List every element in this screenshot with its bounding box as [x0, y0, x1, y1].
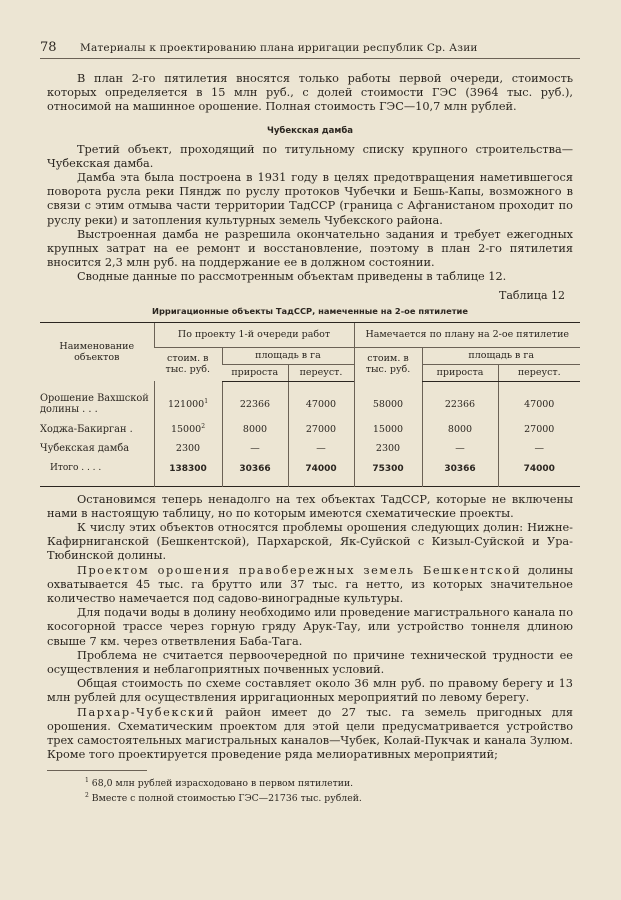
area-header-1: площадь в га — [222, 347, 354, 364]
body-paragraph: Проектом орошения правобережных земель Бешкентской долины охватывается 45 тыс. га брутто или 37 тыс. га нетто, из которых значительное количество намечается под садово-виноградные культуры. — [47, 563, 574, 606]
footnote-mark: 1 — [204, 398, 209, 406]
section-paragraph: Выстроенная дамба не разрешила окончательно задания и требует ежегодных крупных затрат на ее ремонт и восстановление, поэтому в план 2-го пятилетия вносится 2,3 млн руб. на поддержание ее в должном состоянии. — [47, 227, 573, 270]
total-reconstr-1: 74000 — [288, 458, 354, 487]
spaced-phrase: Пархар-Чубекский — [77, 705, 215, 719]
row-increase-2: — — [422, 439, 498, 458]
cost-header-1: стоим. в тыс. руб. — [154, 347, 222, 381]
increase-header-2: прироста — [422, 364, 498, 381]
col-objects-header: Наименование объектов — [40, 322, 154, 381]
body-paragraph: Для подачи воды в долину необходимо или проведение магистрального канала по косогорной трассе через горную гряду Арук-Тау, или устройство тоннеля длиною свыше 7 км. через ответвления Баба-Тага. — [47, 606, 574, 648]
page-body — [40, 72, 574, 805]
table-title: Ирригационные объекты ТадССР, намеченные на 2-ое пятилетие — [152, 305, 468, 316]
body-paragraph: Остановимся теперь ненадолго на тех объектах ТадССР, которые не включены нами в настоящую таблицу, но по которым имеются схематические проекты. — [47, 492, 573, 520]
table-total-row — [40, 458, 580, 487]
row-reconstr-1: 27000 — [288, 420, 354, 439]
cost-header-2: стоим. в тыс. руб. — [354, 347, 422, 381]
footnote-divider — [47, 770, 147, 771]
footnote: $^1$ 68,0 млн рублей израсходовано в первом пятилетии. — [85, 776, 354, 789]
body-paragraph: Пархар-Чубекский район имеет до 27 тыс. га земель пригодных для орошения. Схематическим проектом для этой цели предусматривается устройство трех самостоятельных магистральных каналов—Чубек, Колай-Пукчак и канала Зулюм. Кроме того проектируется проведение ряда мелиоративных мероприятий; — [47, 705, 573, 762]
increase-header-1: прироста — [222, 364, 288, 381]
section-paragraph: Третий объект, проходящий по титульному списку крупного строительства—Чубекская дамба. — [47, 142, 573, 170]
footnote: $^2$ Вместе с полной стоимостью ГЭС—21736 тыс. рублей. — [85, 791, 362, 804]
section-paragraph: Сводные данные по рассмотренным объектам приведены в таблице 12. — [77, 270, 507, 284]
total-label: Итого . . . . — [50, 463, 102, 474]
row-name: Ходжа-Бакирган . — [40, 423, 133, 435]
row-reconstr-1: — — [288, 439, 354, 458]
table-number: Таблица 12 — [499, 288, 565, 302]
row-reconstr-2: 47000 — [498, 381, 580, 420]
running-title: Материалы к проектированию плана ирригации республик Ср. Азии — [80, 42, 478, 54]
row-increase-1: 22366 — [222, 381, 288, 420]
footnote-mark: 2 — [201, 423, 206, 431]
total-reconstr-2: 74000 — [498, 458, 580, 487]
row-cost-1: 121000$^1$ — [154, 381, 222, 420]
row-name: Орошение Вахшской долины . . . — [40, 393, 149, 416]
reconstr-header-2: переуст. — [498, 364, 580, 381]
group-first-stage-header: По проекту 1-й очереди работ — [154, 322, 354, 347]
body-paragraph: К числу этих объектов относятся проблемы орошения следующих долин: Нижне-Кафирниганской (Бешкентской), Пархарской, Як-Суйской с Кизыл-Суйской и Ура-Тюбинской долины. — [47, 521, 573, 563]
table-row — [40, 439, 580, 458]
row-cost-2: 58000 — [354, 381, 422, 420]
total-cost-2: 75300 — [354, 458, 422, 487]
table-row — [40, 420, 580, 439]
intro-paragraph: В план 2-го пятилетия вносятся только работы первой очереди, стоимость которых определяется в 15 млн руб., с долей стоимости ГЭС (3964 тыс. руб.), относимой на машинное орошение. Полная стоимость ГЭС—10,7 млн рублей. — [47, 72, 573, 114]
page-number: 78 — [40, 40, 57, 55]
row-cost-2: 15000 — [354, 420, 422, 439]
row-increase-2: 22366 — [422, 381, 498, 420]
total-increase-2: 30366 — [422, 458, 498, 487]
body-paragraph: Проблема не считается первоочередной по причине технической трудности ее осуществления и неблагоприятных почвенных условий. — [47, 648, 573, 677]
row-increase-2: 8000 — [422, 420, 498, 439]
row-cost-2: 2300 — [354, 439, 422, 458]
table-row — [40, 381, 580, 420]
running-header — [40, 40, 580, 59]
row-reconstr-2: 27000 — [498, 420, 580, 439]
row-reconstr-1: 47000 — [288, 381, 354, 420]
spaced-phrase: Проектом орошения правобережных земель Бешкентской — [77, 563, 522, 577]
total-cost-1: 138300 — [154, 458, 222, 487]
row-increase-1: 8000 — [222, 420, 288, 439]
section-title: Чубекская дамба — [266, 125, 354, 136]
group-second-plan-header: Намечается по плану на 2-ое пятилетие — [354, 322, 580, 347]
area-header-2: площадь в га — [422, 347, 580, 364]
body-paragraph: Общая стоимость по схеме составляет около 36 млн руб. по правому берегу и 13 млн рублей для осуществления ирригационных мероприятий по левому берегу. — [47, 677, 573, 705]
row-name: Чубекская дамба — [40, 442, 130, 454]
total-increase-1: 30366 — [222, 458, 288, 487]
row-increase-1: — — [222, 439, 288, 458]
irrigation-table — [40, 322, 580, 487]
section-paragraph: Дамба эта была построена в 1931 году в целях предотвращения наметившегося поворота русла реки Пяндж по руслу протоков Чубечки и Бешь-Капы, возможного в связи с этим отмыва части территории ТадССР (граница с Афганистаном проходит по руслу реки) и затопления культурных земель Чубекского района. — [47, 171, 573, 227]
row-reconstr-2: — — [498, 439, 580, 458]
row-cost-1: 2300 — [154, 439, 222, 458]
reconstr-header-1: переуст. — [288, 364, 354, 381]
row-cost-1: 15000$^2$ — [154, 420, 222, 439]
